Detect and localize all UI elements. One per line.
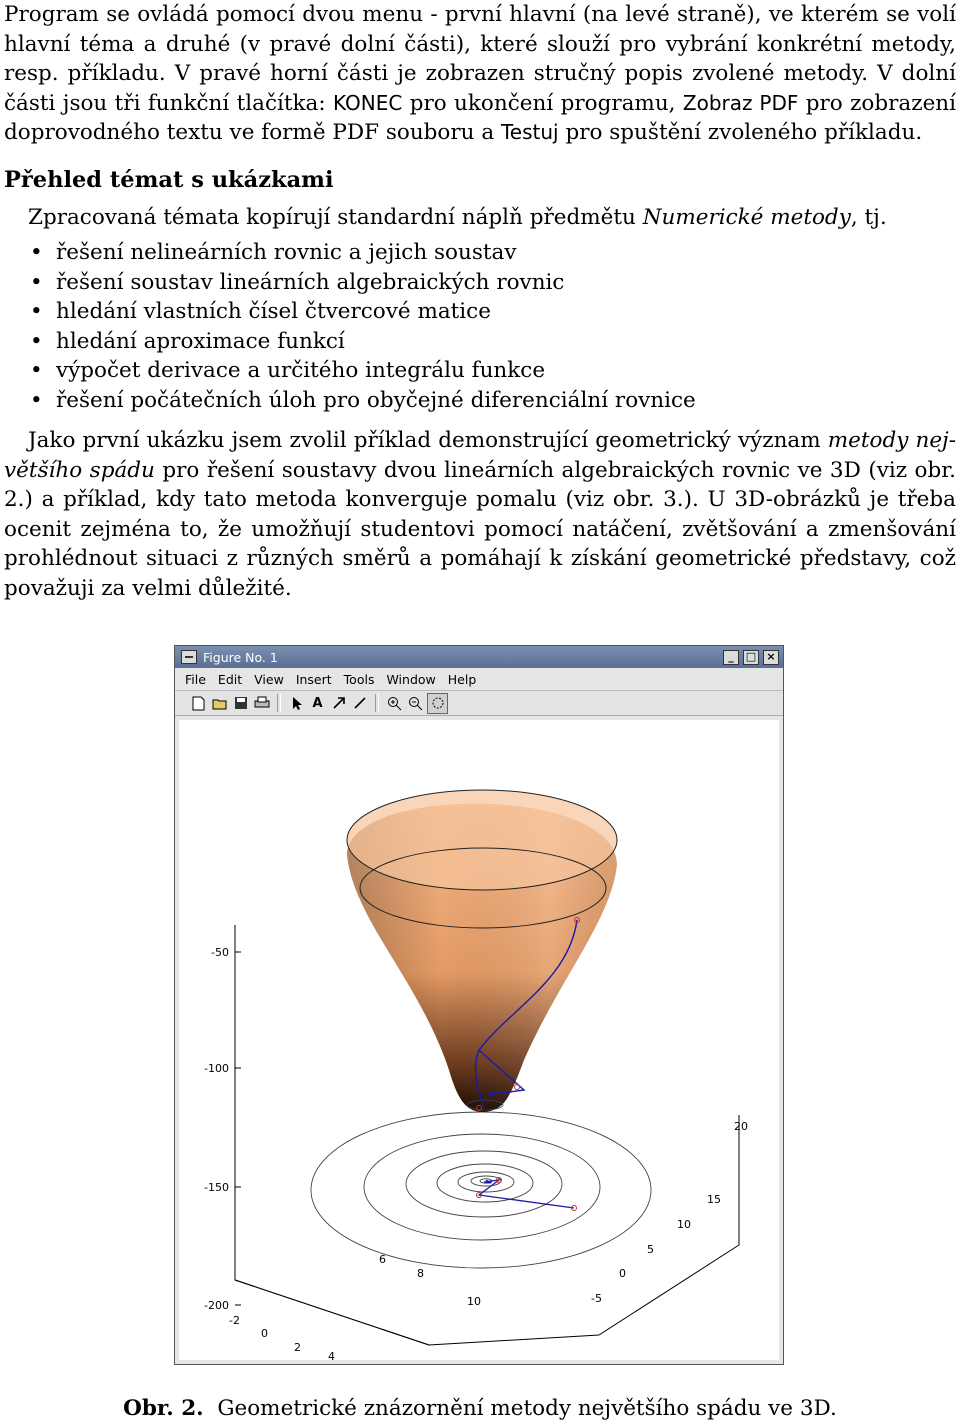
new-file-icon[interactable] <box>189 694 208 713</box>
menu-file[interactable]: File <box>185 671 206 687</box>
y-ticks <box>591 1120 748 1305</box>
figure-caption <box>0 1396 960 1421</box>
intro-paragraph <box>4 0 956 148</box>
zoom-in-icon[interactable] <box>385 694 404 713</box>
y-tick-label: 0 <box>619 1267 626 1280</box>
lead-text: Zpracovaná témata kopírují standardní náplň předmětu <box>28 205 643 230</box>
example-text-1: Jako první ukázku jsem zvolil příklad demonstrující geometrický význam <box>28 428 828 453</box>
example-text-2: pro řešení soustavy dvou lineárních algebraických rovnic ve 3D (viz obr. 2.) a příklad, kdy tato metoda konverguje pomalu (viz obr. 3.). U 3D-obrázků je třeba ocenit zejména to, že umožňují studentovi pomocí natáčení, zvětšování a zmenšování prohlédnout situaci z různých směrů a pomáhají k získání geometrické představy, což považuji za velmi důležité. <box>4 457 956 601</box>
list-item <box>0 356 940 386</box>
list-item-text: hledání aproximace funkcí <box>56 328 345 354</box>
bullet: • <box>30 269 43 295</box>
y-tick-label: 10 <box>677 1218 691 1231</box>
plot-area <box>179 720 779 1360</box>
insert-arrow-icon[interactable] <box>329 694 348 713</box>
intro-text-4: pro spuštění zvoleného příkladu. <box>558 120 923 146</box>
menu-tools[interactable]: Tools <box>343 671 375 687</box>
list-item-text: řešení počátečních úloh pro obyčejné diferenciální rovnice <box>56 387 696 413</box>
list-item-text: hledání vlastních čísel čtvercové matice <box>56 299 491 324</box>
intro-text-3: pro zobrazení doprovodného textu ve formě PDF souboru a <box>4 90 957 146</box>
example-paragraph <box>4 426 956 604</box>
method-name: metody největšího spádu <box>4 428 956 483</box>
z-tick-label: -100 <box>204 1062 229 1075</box>
x-ticks <box>229 1314 335 1360</box>
list-item <box>0 268 940 298</box>
x-tick-label: -2 <box>229 1314 240 1327</box>
list-item-text: výpočet derivace a určitého integrálu funkce <box>56 358 546 383</box>
surface-plot[interactable] <box>179 720 779 1360</box>
figure-toolbar <box>175 691 783 716</box>
list-item <box>0 238 940 268</box>
zobraz-pdf-label: Zobraz PDF <box>682 90 799 115</box>
list-item <box>0 297 940 327</box>
menu-window[interactable]: Window <box>386 671 436 687</box>
open-folder-icon[interactable] <box>210 694 229 713</box>
floor-descent-path <box>479 1180 574 1208</box>
topics-list <box>0 238 940 415</box>
bullet: • <box>30 328 43 354</box>
insert-line-icon[interactable] <box>350 694 369 713</box>
y-tick-label: 15 <box>707 1193 721 1206</box>
window-title: Figure No. 1 <box>203 649 278 665</box>
lead-end: , tj. <box>850 205 887 230</box>
close-icon[interactable]: × <box>763 650 779 665</box>
caption-text: Geometrické znázornění metody největšího spádu ve 3D. <box>217 1396 837 1421</box>
menu-bar <box>175 668 783 691</box>
caption-label: Obr. 2. <box>123 1396 204 1421</box>
toolbar-separator <box>277 694 281 712</box>
y-tick-label: -5 <box>591 1292 602 1305</box>
menu-help[interactable]: Help <box>447 671 477 687</box>
bullet: • <box>30 358 43 383</box>
x-tick-label: 0 <box>261 1327 268 1340</box>
window-menu-icon[interactable] <box>181 650 197 664</box>
save-icon[interactable] <box>231 694 250 713</box>
section-lead <box>28 203 928 233</box>
menu-view[interactable]: View <box>254 671 284 687</box>
figure-window <box>174 645 784 1365</box>
x-tick-label: 6 <box>379 1253 386 1266</box>
window-titlebar <box>175 646 783 668</box>
konec-label: KONEC <box>333 90 403 115</box>
paraboloid-surface <box>347 790 617 1112</box>
x-tick-label: 8 <box>417 1267 424 1280</box>
intro-text-2: pro ukončení programu, <box>402 90 683 116</box>
y-tick-label: 20 <box>734 1120 748 1133</box>
rotate-3d-icon[interactable] <box>427 693 448 714</box>
testuj-label: Testuj <box>500 120 559 145</box>
y-tick-label: 5 <box>647 1243 654 1256</box>
bullet: • <box>30 387 43 413</box>
print-icon[interactable] <box>252 694 271 713</box>
zoom-out-icon[interactable] <box>406 694 425 713</box>
x-tick-label: 4 <box>328 1350 335 1360</box>
select-arrow-icon[interactable] <box>287 694 306 713</box>
bullet: • <box>30 299 43 324</box>
insert-text-icon[interactable]: A <box>312 695 323 711</box>
menu-insert[interactable]: Insert <box>295 671 332 687</box>
menu-edit[interactable]: Edit <box>217 671 243 687</box>
section-heading: Přehled témat s ukázkami <box>4 167 334 193</box>
maximize-icon[interactable]: □ <box>743 650 759 665</box>
x-ticks-lower <box>379 1253 481 1308</box>
list-item <box>0 386 940 416</box>
bullet: • <box>30 240 43 265</box>
toolbar-separator <box>375 694 379 712</box>
lead-course-name: Numerické metody <box>642 205 851 230</box>
x-tick-label: 10 <box>467 1295 481 1308</box>
z-axis-line <box>235 925 429 1345</box>
base-axis-line <box>235 1245 739 1345</box>
z-tick-label: -50 <box>211 946 229 959</box>
intro-text-1: Program se ovládá pomocí dvou menu - první hlavní (na levé straně), ve kterém se volí hlavní téma a druhé (v pravé dolní části), které slouží pro vybrání konkrétní metody, resp. příkladu. V pravé horní části je zobrazen stručný popis zvolené metody. V dolní části jsou tři funkční tlačítka: <box>4 2 956 116</box>
z-tick-label: -150 <box>204 1181 229 1194</box>
x-tick-label: 2 <box>294 1341 301 1354</box>
contour-lines <box>311 1112 651 1268</box>
list-item <box>0 327 940 357</box>
minimize-icon[interactable]: _ <box>723 650 739 665</box>
list-item-text: řešení soustav lineárních algebraických rovnic <box>56 269 565 295</box>
list-item-text: řešení nelineárních rovnic a jejich soustav <box>56 240 517 265</box>
z-tick-label: -200 <box>204 1299 229 1312</box>
